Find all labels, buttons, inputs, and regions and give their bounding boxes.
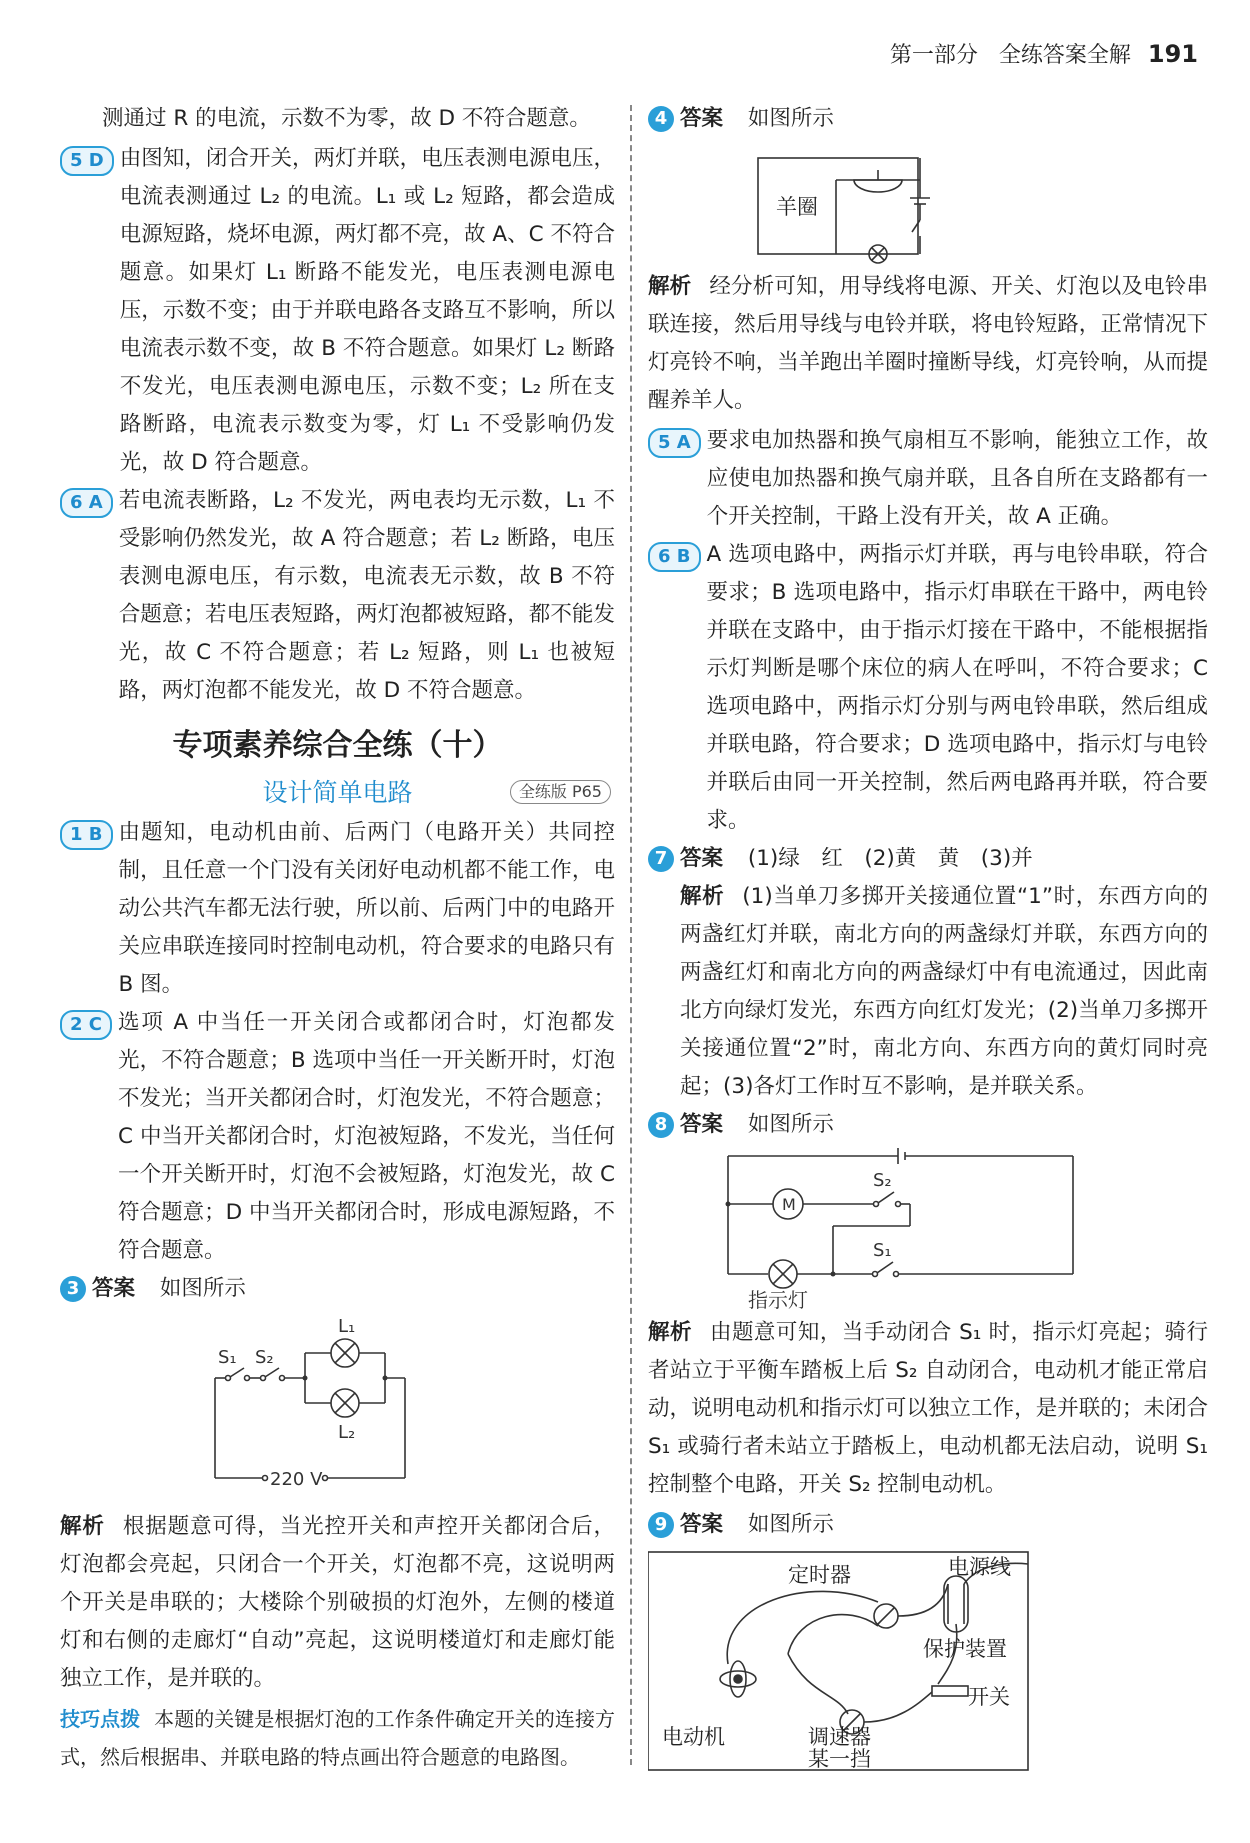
- answer-text: 如图所示: [747, 1112, 834, 1137]
- question-number: 7: [648, 846, 674, 872]
- answer-r7: [648, 840, 1208, 1106]
- answer-r9: [648, 1506, 1208, 1544]
- fig4-label-pen: 羊圈: [776, 195, 818, 219]
- fig8-label-s1: S₁: [873, 1240, 892, 1261]
- analysis-r4: [648, 268, 1208, 420]
- header-section: 第一部分: [889, 43, 978, 68]
- answer-badge: 5 A: [648, 428, 701, 458]
- answer-badge: 1 B: [60, 820, 113, 850]
- fig8-label-lamp: 指示灯: [748, 1288, 808, 1312]
- section-title: 专项素养综合全练（十）: [172, 728, 503, 763]
- fig4-bell: [854, 180, 902, 192]
- analysis-3: [60, 1508, 615, 1698]
- answer-5: [60, 140, 615, 482]
- answer-badge: 6 B: [648, 542, 701, 572]
- answer-text: (1)绿 红 (2)黄 黄 (3)并: [747, 846, 1033, 871]
- answer-badge: 6 A: [60, 488, 113, 518]
- fig9-wire-b: [788, 1615, 878, 1654]
- answer-r8: [648, 1106, 1208, 1144]
- answer-text: A 选项电路中，两指示灯并联，再与电铃串联，符合要求；B 选项电路中，指示灯串联在干路中，两电铃并联在支路中，由于指示灯接在干路中，不能根据指示灯判断是哪个床位的病人在呼叫，不符合要求；C 选项电路中，两指示灯分别与两电铃串联，然后组成并联电路，符合要求；D 选项电路中，指示灯与电铃并联后由同一开关控制，然后两电路再并联，符合要求。: [706, 542, 1208, 833]
- fig9-wire-c: [898, 1584, 948, 1616]
- answer-badge: 5 D: [60, 146, 114, 176]
- fig9-label-motor: 电动机: [662, 1725, 725, 1749]
- subtitle-row: [60, 772, 615, 814]
- fig3-label-s1: S₁: [218, 1347, 237, 1368]
- answer-text: 由题知，电动机由前、后两门（电路开关）共同控制，且任意一个门没有关闭好电动机都不能工作，电动公共汽车都无法行驶，所以前、后两门中的电路开关应串联连接同时控制电动机，符合要求的电路只有 B 图。: [118, 820, 615, 997]
- wiring-diagram-9: [648, 1544, 1208, 1774]
- left-column: [60, 100, 615, 1778]
- answer-r4: [648, 100, 1208, 138]
- fig9-fuse: [948, 1584, 964, 1624]
- tip-text: 本题的关键是根据灯泡的工作条件确定开关的连接方式，然后根据串、并联电路的特点画出符合题意的电路图。: [60, 1707, 616, 1769]
- fig9-wire-e: [788, 1654, 848, 1714]
- circuit-diagram-4: [648, 138, 1208, 268]
- header-title: 全练答案全解: [998, 43, 1131, 68]
- answer-r6: [648, 536, 1208, 840]
- answer-text: 如图所示: [159, 1276, 246, 1301]
- fig8-label-motor: M: [782, 1195, 796, 1214]
- answer-text: 选项 A 中当任一开关闭合或都闭合时，灯泡都发光，不符合题意；B 选项中当任一开关断开时，灯泡不发光；当开关都闭合时，灯泡发光，不符合题意；C 中当开关都闭合时，灯泡被短路，不发光，当任何一个开关断开时，灯泡不会被短路，灯泡发光，故 C 符合题意；D 中当开关都闭合时，形成电源短路，不符合题意。: [118, 1010, 615, 1263]
- answer-6: [60, 482, 615, 710]
- answer-badge: 2 C: [60, 1010, 112, 1040]
- fig3-label-l2: L₂: [338, 1422, 356, 1443]
- tip-label: 技巧点拨: [60, 1707, 141, 1731]
- analysis-label: 解析: [680, 884, 725, 909]
- fig3-label-voltage: 220 V: [270, 1469, 323, 1490]
- fig8-label-s2: S₂: [873, 1170, 892, 1191]
- tip-box: [60, 1700, 615, 1776]
- answer-s1: [60, 814, 615, 1004]
- question-number: 8: [648, 1112, 674, 1138]
- question-number: 4: [648, 106, 674, 132]
- analysis-text: 根据题意可得，当光控开关和声控开关都闭合后，灯泡都会亮起，只闭合一个开关，灯泡都不亮，这说明两个开关是串联的；大楼除个别破损的灯泡外，左侧的楼道灯和右侧的走廊灯“自动”亮起，这说明楼道灯和走廊灯能独立工作，是并联的。: [60, 1514, 615, 1691]
- fig9-fan: [720, 1661, 756, 1697]
- answer-r5: [648, 422, 1208, 536]
- circuit-diagram-3: [60, 1308, 615, 1508]
- fig9-label-speed2: 某一挡: [808, 1747, 871, 1771]
- question-number: 9: [648, 1512, 674, 1538]
- fig9-wire-f: [864, 1692, 932, 1722]
- answer-label: 答案: [680, 1112, 724, 1137]
- section-subtitle: 设计简单电路: [262, 778, 413, 807]
- answer-s3: [60, 1270, 615, 1308]
- answer-text: 如图所示: [747, 106, 834, 131]
- analysis-label: 解析: [648, 1320, 692, 1345]
- answer-label: 答案: [680, 846, 724, 871]
- answer-text: 要求电加热器和换气扇相互不影响，能独立工作，故应使电加热器和换气扇并联，且各自所在支路都有一个开关控制，干路上没有开关，故 A 正确。: [706, 428, 1208, 529]
- answer-s2: [60, 1004, 615, 1270]
- answer-text: 如图所示: [747, 1512, 834, 1537]
- fig9-wire-a: [727, 1591, 878, 1664]
- fig3-label-s2: S₂: [255, 1347, 274, 1368]
- analysis-label: 解析: [648, 274, 692, 299]
- fig9-label-timer: 定时器: [788, 1563, 851, 1587]
- question-number: 3: [60, 1276, 86, 1302]
- column-divider: [630, 105, 632, 1765]
- circuit-diagram-8: [648, 1144, 1208, 1314]
- analysis-label: 解析: [60, 1514, 105, 1539]
- page-header: [890, 38, 1198, 69]
- fig9-label-power: 电源线: [948, 1555, 1011, 1579]
- analysis-text: 由题意可知，当手动闭合 S₁ 时，指示灯亮起；骑行者站立于平衡车踏板上后 S₂ 自动闭合，电动机才能正常启动，说明电动机和指示灯可以独立工作，是并联的；未闭合 S₁ 或骑行者未站立于踏板上，电动机都无法启动，说明 S₁ 控制整个电路，开关 S₂ 控制电动机。: [648, 1320, 1208, 1497]
- analysis-text: (1)当单刀多掷开关接通位置“1”时，东西方向的两盏红灯并联，南北方向的两盏绿灯并联，东西方向的两盏红灯和南北方向的两盏绿灯中有电流通过，因此南北方向绿灯发光，东西方向红灯发光；(2)当单刀多掷开关接通位置“2”时，南北方向、东西方向的黄灯同时亮起；(3)各灯工作时互不影响，是并联关系。: [680, 884, 1208, 1099]
- fig9-label-speed1: 调速器: [808, 1725, 871, 1749]
- paragraph-continued: 测通过 R 的电流，示数不为零，故 D 不符合题意。: [102, 106, 591, 131]
- page-number: 191: [1147, 40, 1198, 68]
- fig9-label-protect: 保护装置: [923, 1637, 1007, 1661]
- fig3-label-l1: L₁: [338, 1316, 356, 1337]
- right-column: [648, 100, 1208, 1774]
- answer-label: 答案: [680, 106, 724, 131]
- answer-label: 答案: [92, 1276, 136, 1301]
- answer-text: 由图知，闭合开关，两灯并联，电压表测电源电压，电流表测通过 L₂ 的电流。L₁ 或 L₂ 短路，都会造成电源短路，烧坏电源，两灯都不亮，故 A、C 不符合题意。如果灯 L₁ 断路不能发光，电压表测电源电压，示数不变；由于并联电路各支路互不影响，所以电流表示数不变，故 B 不符合题意。如果灯 L₂ 断路不发光，电压表测电源电压，示数不变；L₂ 所在支路断路，电流表示数变为零，灯 L₁ 不受影响仍发光，故 D 符合题意。: [119, 146, 615, 475]
- answer-text: 若电流表断路，L₂ 不发光，两电表均无示数，L₁ 不受影响仍然发光，故 A 符合题意；若 L₂ 断路，电压表测电源电压，有示数，电流表无示数，故 B 不符合题意；若电压表短路，两灯泡都被短路，都不能发光，故 C 不符合题意；若 L₂ 短路，则 L₁ 也被短路，两灯泡都不能发光，故 D 不符合题意。: [118, 488, 615, 703]
- fig9-switch: [932, 1686, 968, 1696]
- analysis-text: 经分析可知，用导线将电源、开关、灯泡以及电铃串联连接，然后用导线与电铃并联，将电铃短路，正常情况下灯亮铃不响，当羊跑出羊圈时撞断导线，灯亮铃响，从而提醒养羊人。: [648, 274, 1208, 413]
- fig9-label-switch: 开关: [968, 1685, 1010, 1709]
- answer-label: 答案: [680, 1512, 724, 1537]
- reference-tag: 全练版 P65: [510, 780, 611, 804]
- analysis-r8: [648, 1314, 1208, 1504]
